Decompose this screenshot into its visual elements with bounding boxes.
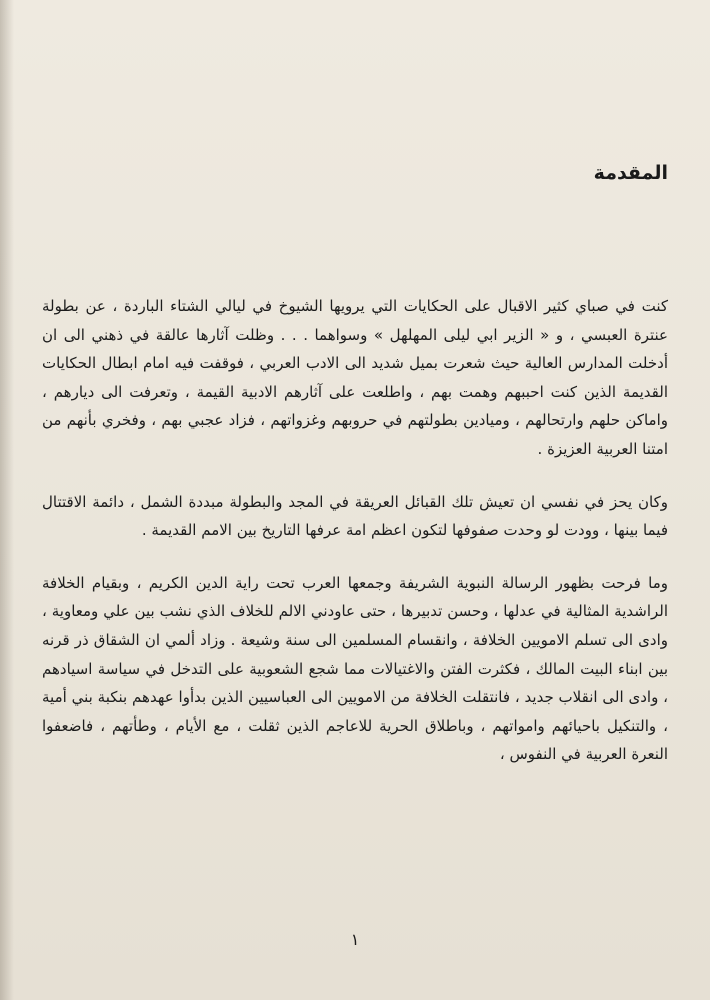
paragraph-childhood-stories: كنت في صباي كثير الاقبال على الحكايات التي يرويها الشيوخ في ليالي الشتاء الباردة ، عن بطولة عنترة العبسي ، و « الزير ابي ليلى المهلهل » وسواهما . . . وظلت آثارها عالقة في ذهني الى ان أدخلت المدارس العالية حيث شعرت بميل شديد الى الادب العربي ، فوقفت فيه امام ابطال الحكايات القديمة الذين كنت احببهم وهمت بهم ، واطلعت على آثارهم الادبية القيمة ، وتعرفت الى ديارهم ، واماكن حلهم وارتحالهم ، وميادين بطولتهم في حروبهم وغزواتهم ، فزاد عجبي بهم ، وفخري بأنهم من امتنا العربية العزيزة . (42, 297, 668, 458)
body-text (42, 292, 668, 769)
page-heading: المقدمة (593, 162, 668, 184)
page-binding-shadow (0, 0, 14, 1000)
paragraph-tribal-division: وكان يحز في نفسي ان تعيش تلك القبائل العريقة في المجد والبطولة مبددة الشمل ، دائمة الاقتتال فيما بينها ، وودت لو وحدت صفوفها لتكون اعظم امة عرفها التاريخ بين الامم القديمة . (42, 492, 668, 540)
paragraph-islamic-history: وما فرحت بظهور الرسالة النبوية الشريفة وجمعها العرب تحت راية الدين الكريم ، وبقيام الخلافة الراشدية المثالية في عدلها ، وحسن تدبيرها ، حتى عاودني الالم للخلاف الذي نشب بين علي ومعاوية ، وادى الى تسلم الامويين الخلافة ، وانقسام المسلمين الى سنة وشيعة . وزاد ألمي ان الشقاق ذر قرنه بين ابناء البيت المالك ، فكثرت الفتن والاغتيالات مما شجع الشعوبية على التدخل في سياسة اسيادهم ، وادى الى انقلاب جديد ، فانتقلت الخلافة من الامويين الى العباسيين الذين بدأوا عهدهم بنكبة بني أمية ، والتنكيل باحيائهم وامواتهم ، وباطلاق الحرية للاعاجم الذين ثقلت ، مع الأيام ، وطأتهم ، فاضعفوا النعرة العربية في النفوس ، (42, 573, 668, 764)
page-number: ١ (350, 930, 360, 949)
